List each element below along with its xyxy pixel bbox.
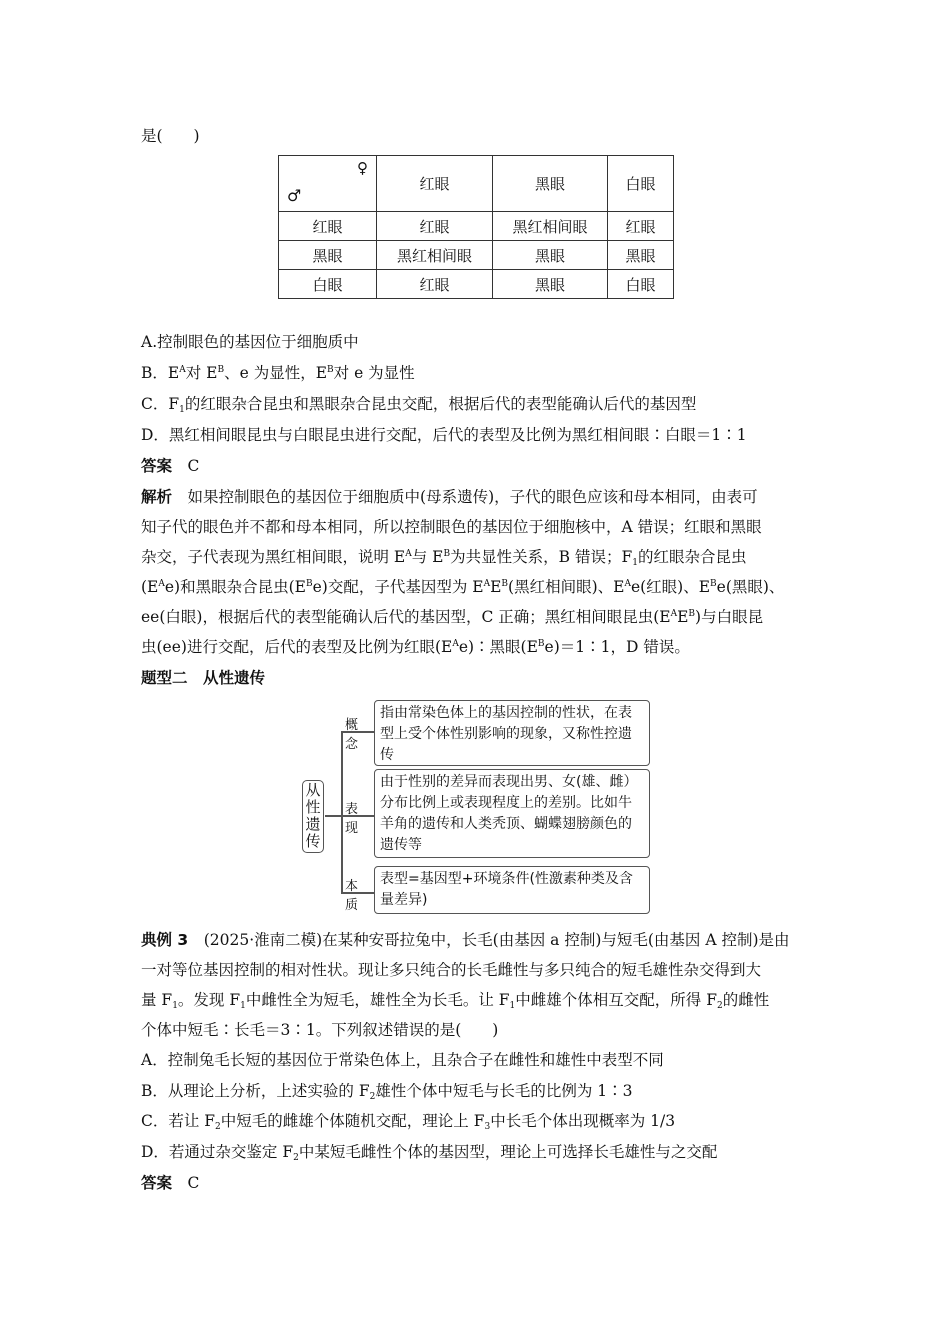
example3-option-d: D．若通过杂交鉴定 $F_2$中某短毛雌性个体的基因型，理论上可选择长毛雄性与之交配 — [141, 1143, 718, 1163]
corner-cell — [279, 156, 377, 212]
genotype-table — [278, 155, 674, 299]
table-cell: 红眼 — [377, 270, 493, 299]
female-symbol-icon: ♀ — [357, 159, 368, 177]
table-row — [279, 212, 674, 241]
example3-line: 典例 3 (2025·淮南二模)在某种安哥拉兔中，长毛(由基因 a 控制)与短毛(由基因 A 控制)是由 — [141, 931, 790, 949]
analysis-line: ee(白眼)，根据后代的表型能确认后代的基因型，C 正确；黑红相间眼昆虫$(E^AE^B)$与白眼昆 — [141, 608, 764, 626]
header-cell: 红眼 — [377, 156, 493, 212]
example3-line: 量 $F_1$。发现 $F_1$中雌性全为短毛，雄性全为长毛。让 $F_1$中雌雄个体相互交配，所得 $F_2$的雌性 — [141, 991, 770, 1011]
section-title: 题型二 从性遗传 — [141, 669, 266, 687]
analysis-line: 虫(ee)进行交配，后代的表型及比例为红眼$(E^Ae)∶$黑眼$(E^Be)=1∶1$，D 错误。 — [141, 638, 690, 656]
mindmap-root: 从 性 遗 传 — [302, 780, 324, 853]
table-row — [279, 270, 674, 299]
option-b: B．$E^A$对 $E^B$、e 为显性，$E^B$对 e 为显性 — [141, 364, 415, 382]
branch-label-concept: 概念 — [345, 718, 359, 752]
table-cell: 黑眼 — [493, 270, 608, 299]
essence-box: 表型=基因型+环境条件(性激素种类及含量差异) — [374, 866, 650, 914]
example3-option-a: A．控制兔毛长短的基因位于常染色体上，且杂合子在雌性和雄性中表型不同 — [141, 1051, 664, 1069]
example3-option-b: B．从理论上分析，上述实验的 $F_2$雄性个体中短毛与长毛的比例为 1∶3 — [141, 1082, 633, 1102]
analysis-line: 知子代的眼色并不都和母本相同，所以控制眼色的基因位于细胞核中，A 错误；红眼和黑眼 — [141, 518, 762, 536]
answer-1: 答案 C — [141, 457, 200, 475]
option-a: A.控制眼色的基因位于细胞质中 — [141, 333, 359, 351]
option-c: C．$F_1$的红眼杂合昆虫和黑眼杂合昆虫交配，根据后代的表型能确认后代的基因型 — [141, 395, 697, 415]
example3-line: 个体中短毛∶长毛＝3∶1。下列叙述错误的是( ) — [141, 1021, 499, 1039]
concept-box: 指由常染色体上的基因控制的性状，在表型上受个体性别影响的现象，又称性控遗传 — [374, 700, 650, 766]
answer-2: 答案 C — [141, 1174, 200, 1192]
table-cell: 白眼 — [608, 270, 674, 299]
example3-option-c: C．若让 $F_2$中短毛的雌雄个体随机交配，理论上 $F_3$中长毛个体出现概率为 1/3 — [141, 1112, 676, 1132]
table-cell: 黑眼 — [493, 241, 608, 270]
male-symbol-icon: ♂ — [287, 186, 302, 205]
manifest-box: 由于性别的差异而表现出男、女(雄、雌）分布比例上或表现程度上的差别。比如牛羊角的遗传和人类秃顶、蝴蝶翅膀颜色的遗传等 — [374, 769, 650, 858]
table-cell: 黑红相间眼 — [377, 241, 493, 270]
row-label: 黑眼 — [279, 241, 377, 270]
table-row — [279, 241, 674, 270]
example3-line: 一对等位基因控制的相对性状。现让多只纯合的长毛雌性与多只纯合的短毛雄性杂交得到大 — [141, 961, 762, 979]
row-label: 红眼 — [279, 212, 377, 241]
table-cell: 红眼 — [377, 212, 493, 241]
branch-label-manifest: 表现 — [345, 802, 359, 836]
option-d: D．黑红相间眼昆虫与白眼昆虫进行交配，后代的表型及比例为黑红相间眼∶白眼＝1∶1 — [141, 426, 747, 444]
header-cell: 白眼 — [608, 156, 674, 212]
table-cell: 黑眼 — [608, 241, 674, 270]
header-cell: 黑眼 — [493, 156, 608, 212]
connector — [325, 815, 341, 817]
connector — [341, 731, 343, 892]
branch-label-essence: 本质 — [345, 879, 359, 913]
table-cell: 红眼 — [608, 212, 674, 241]
analysis-line: 杂交，子代表现为黑红相间眼，说明 $E^A$与 $E^B$为共显性关系，B 错误；$F_1$的红眼杂合昆虫 — [141, 548, 747, 568]
table-cell: 黑红相间眼 — [493, 212, 608, 241]
question-tail: 是( ) — [141, 127, 200, 145]
analysis-line: $(E^Ae)$和黑眼杂合昆虫$(E^Be)$交配，子代基因型为 $E^AE^B$(黑红相间眼)、$E^Ae$(红眼)、$E^Be$(黑眼)、 — [141, 578, 785, 596]
analysis-line: 解析 如果控制眼色的基因位于细胞质中(母系遗传)，子代的眼色应该和母本相同，由表可 — [141, 488, 758, 506]
row-label: 白眼 — [279, 270, 377, 299]
